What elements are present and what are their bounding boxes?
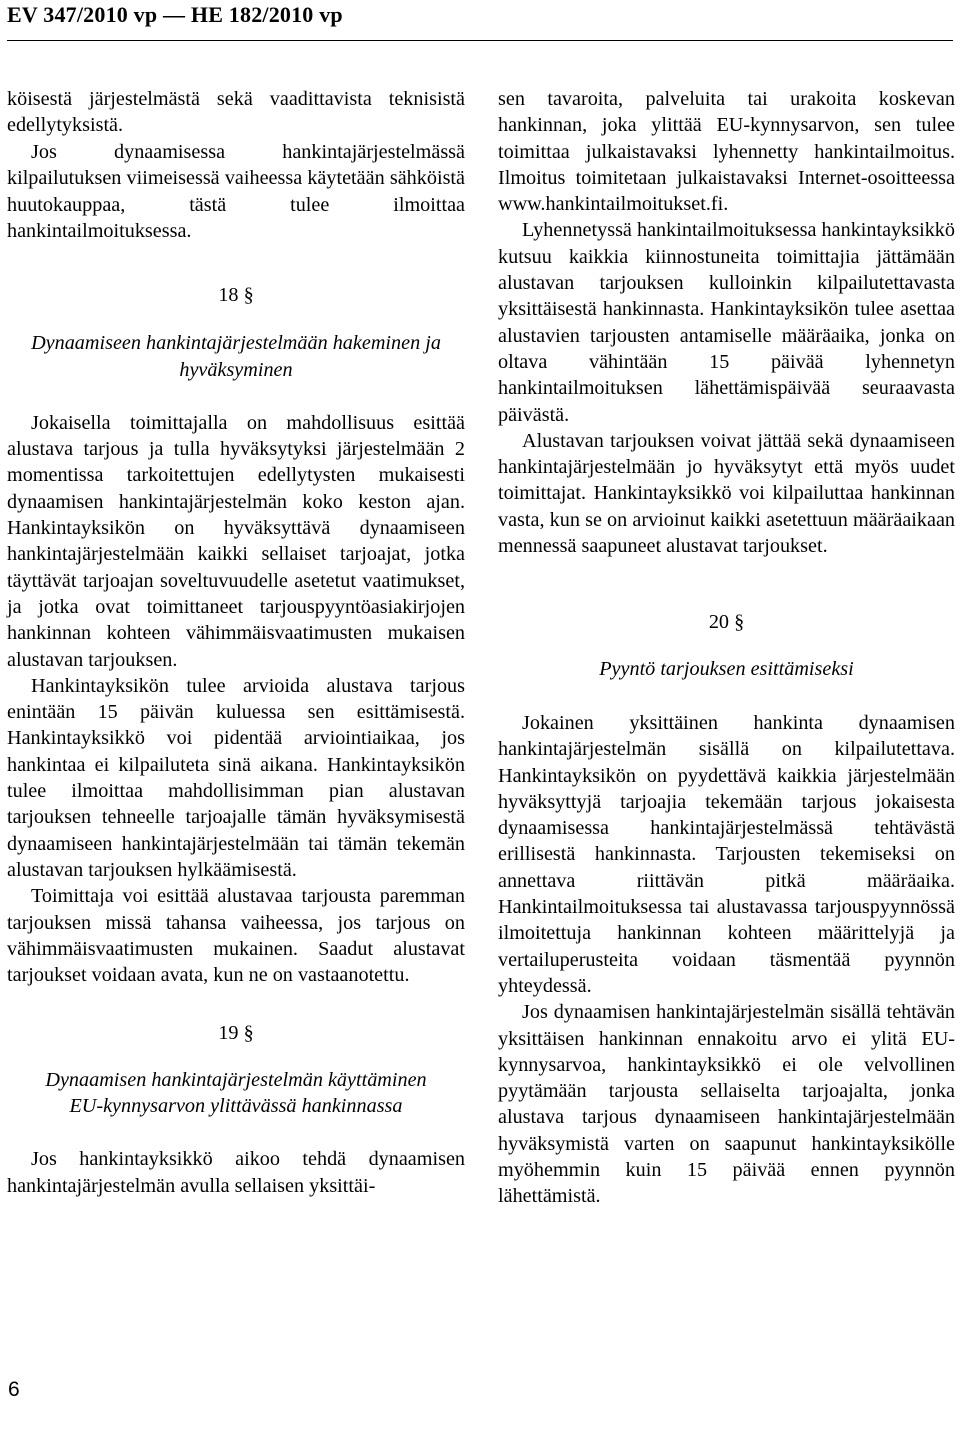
page-number: 6 — [8, 1378, 20, 1401]
section-title: Pyyntö tarjouksen esittämiseksi — [599, 657, 854, 680]
paragraph: Jokaisella toimittajalla on mahdollisuus esittää alustava tarjous ja tulla hyväksytyksi järjestelmään 2 momentissa tarkoitettujen edellytysten mukaisesti dynaamisen hankintajärjestelmän koko keston ajan. Hankintayksikön on hyväksyttävä dynaamiseen hankintajärjestelmään kaikki sellaiset tarjoajat, jotka täyttävät tarjoajan soveltuvuudelle asetetut vaatimukset, ja jotka ovat toimittaneet tarjouspyyntöasiakirjojen hankinnan kohteen vähimmäisvaatimusten mukaisen alustavan tarjouksen. — [7, 411, 465, 671]
paragraph: Lyhennetyssä hankintailmoituksessa hankintayksikkö kutsuu kaikkia kiinnostuneita toimittajia jättämään alustavan tarjouksen kulloinkin kilpailutettavasta yksittäisestä hankinnasta. Hankintayksikön tulee asettaa alustavien tarjousten antamiselle määräaika, jonka on oltava vähintään 15 päivää lyhennetyn hankintailmoituksen lähettämispäivää seuraavasta päivästä. — [498, 219, 955, 426]
document-identifier: EV 347/2010 vp — HE 182/2010 vp — [7, 2, 343, 27]
paragraph: Jos dynaamisen hankintajärjestelmän sisällä tehtävän yksittäisen hankinnan ennakoitu arvo ei ylitä EU-kynnysarvoa, hankintayksikkö ei ole velvollinen pyytämään tarjousta sellaiselta tarjoajalta, jonka alustava tarjous dynaamiseen hankintajärjestelmään hyväksymistä varten on saapunut hankintayksikölle myöhemmin kuin 15 päivää ennen pyynnön lähettämistä. — [498, 1001, 955, 1208]
section-number: 18 § — [218, 284, 254, 306]
paragraph: Hankintayksikön tulee arvioida alustava tarjous enintään 15 päivän kuluessa sen esittämisestä. Hankintayksikkö voi pidentää arviointiaikaa, jos hankintaa ei kilpailuteta sinä aikana. Hankintayksikön tulee ilmoittaa mahdollisimman pian alustavan tarjouksen tehneelle tarjoajalle tämän hyväksymisestä dynaamiseen hankintajärjestelmään tai tämän tekemän alustavan tarjouksen hylkäämisestä. — [7, 674, 465, 881]
paragraph: köisestä järjestelmästä sekä vaadittavista teknisistä edellytyksistä. — [7, 88, 465, 137]
page-header — [7, 0, 953, 41]
paragraph: Jos hankintayksikkö aikoo tehdä dynaamisen hankintajärjestelmän avulla sellaisen yksittäi- — [7, 1148, 465, 1197]
section-title-line: Dynaamisen hankintajärjestelmän käyttäminen — [45, 1068, 427, 1091]
paragraph: Jokainen yksittäinen hankinta dynaamisen hankintajärjestelmän sisällä on kilpailutettava. Hankintayksikön on pyydettävä kaikkia järjestelmään hyväksyttyjä tarjoajia tekemään tarjous jokaisesta dynaamisessa hankintajärjestelmässä tehtävästä erillisestä hankinnasta. Tarjousten tekemiseksi on annettava riittävän pitkä määräaika. Hankintailmoituksessa tai alustavassa tarjouspyynnössä ilmoitettuja hankinnan kohteen määrittelyjä ja vertailuperusteita voidaan täsmentää pyynnön yhteydessä. — [498, 711, 955, 997]
left-column — [7, 86, 465, 1199]
right-column — [498, 86, 955, 1210]
section-number: 20 § — [708, 611, 745, 634]
paragraph: sen tavaroita, palveluita tai urakoita koskevan hankinnan, joka ylittää EU-kynnysarvon, sen tulee toimittaa julkaistavaksi lyhennetty hankintailmoitus. Ilmoitus toimitetaan julkaistavaksi Internet-osoitteessa www.hankintailmoitukset.fi. — [498, 88, 955, 216]
section-title-line: EU-kynnysarvon ylittävässä hankinnassa — [69, 1095, 403, 1118]
paragraph: Toimittaja voi esittää alustavaa tarjousta paremman tarjouksen missä tahansa vaiheessa, jos tarjous on vähimmäisvaatimusten mukainen. Saadut alustavat tarjoukset voidaan avata, kun ne on vastaanotettu. — [7, 885, 465, 987]
paragraph: Alustavan tarjouksen voivat jättää sekä dynaamiseen hankintajärjestelmään jo hyväksytyt että myös uudet toimittajat. Hankintayksikkö voi kilpailuttaa hankinnan vasta, kun se on arvioinut kaikki asetettuun määräaikaan mennessä saapuneet alustavat tarjoukset. — [498, 429, 955, 558]
paragraph: Jos dynaamisessa hankintajärjestelmässä kilpailutuksen viimeisessä vaiheessa käytetään sähköistä huutokauppaa, tästä tulee ilmoittaa hankintailmoituksessa. — [7, 141, 465, 242]
section-title: Dynaamiseen hankintajärjestelmään hakeminen ja hyväksyminen — [31, 332, 441, 381]
section-number: 19 § — [218, 1022, 254, 1045]
